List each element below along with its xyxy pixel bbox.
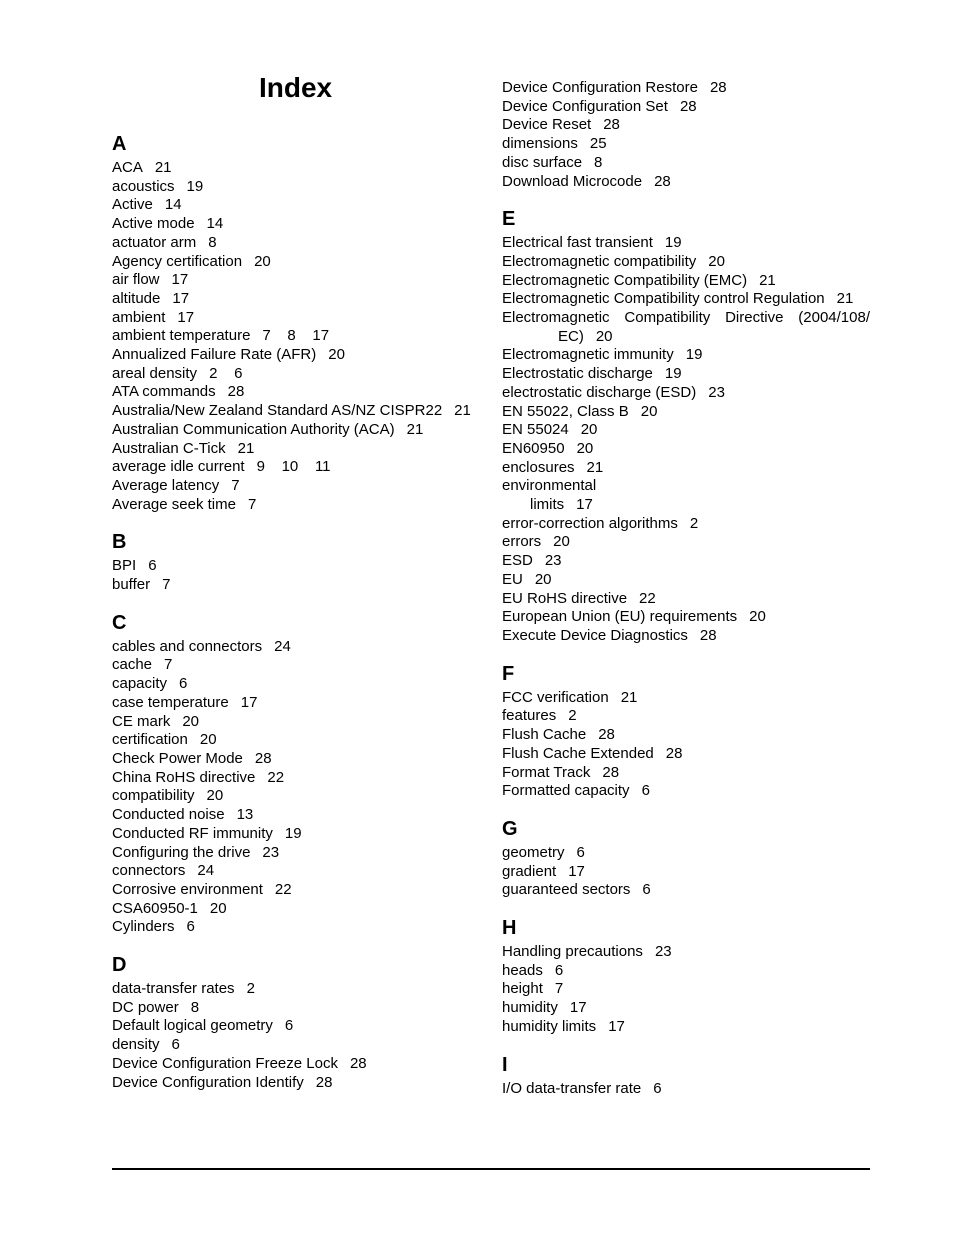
index-entry-list [502,844,882,900]
index-page-numbers: 7 8 17 [262,327,330,345]
index-entry [502,173,882,192]
index-page-numbers: 17 [172,289,190,307]
index-entry [502,1018,882,1037]
index-term: Handling precautions [502,943,643,961]
index-page-numbers: 19 [664,365,682,383]
index-page-numbers: 6 [576,843,585,861]
index-term: FCC verification [502,688,609,706]
index-entry [112,731,492,750]
index-term: ESD [502,552,533,570]
index-page-numbers: 21 [759,271,776,289]
index-entry [502,135,882,154]
index-entry [112,1055,492,1074]
index-entry-list [112,557,492,594]
index-entry [112,862,492,881]
index-term: electrostatic discharge (ESD) [502,383,697,401]
index-term: gradient [502,862,557,880]
index-section-g [502,815,882,900]
index-term: Cylinders [112,918,175,936]
index-page-numbers: 22 [267,768,285,786]
index-entry-list [502,1080,882,1099]
index-term: actuator arm [112,233,197,251]
index-page-numbers: 14 [206,215,224,233]
index-entry [502,608,882,627]
index-term: Device Reset [502,116,592,134]
index-term: acoustics [112,177,175,195]
index-term: average idle current [112,458,245,476]
index-page-numbers: 24 [274,637,291,655]
index-page-numbers: 20 [595,327,613,345]
index-section-d [112,951,492,1092]
index-entry-list [112,980,492,1092]
index-term: density [112,1036,160,1054]
index-entry [502,116,882,135]
index-term: EU [502,570,523,588]
index-entry [502,459,882,478]
index-term: Flush Cache [502,726,587,744]
index-page-numbers: 25 [589,135,607,153]
index-section-a [112,130,492,514]
index-term: enclosures [502,458,575,476]
index-entry [112,421,492,440]
index-entry [112,309,492,328]
index-page-numbers: 19 [664,234,682,252]
index-page-numbers: 22 [639,589,656,607]
index-term: areal density [112,364,198,382]
index-term: I/O data-transfer rate [502,1079,642,1097]
index-page-numbers: 6 [642,881,651,899]
index-term: Annualized Failure Rate (AFR) [112,346,317,364]
index-entry [112,576,492,595]
index-section-b [112,528,492,594]
index-term: BPI [112,557,137,575]
index-page-numbers: 7 [162,576,171,594]
index-page-numbers: 20 [749,608,766,626]
index-page-numbers: 21 [237,439,255,457]
index-term: features [502,707,557,725]
index-page-numbers: 17 [569,999,587,1017]
index-entry [502,627,882,646]
section-letter-heading: F [502,662,515,685]
index-section-h [502,914,882,1037]
index-term: Formatted capacity [502,782,630,800]
index-column-right [502,79,882,1112]
index-entry [112,557,492,576]
index-term: Device Configuration Identify [112,1073,304,1091]
index-term: Device Configuration Set [502,97,668,115]
index-page-numbers: 24 [197,862,215,880]
index-section-i [502,1051,882,1099]
index-term: Electromagnetic Compatibility (EMC) [502,271,748,289]
index-page-numbers: 28 [598,726,615,744]
index-page-numbers: 28 [654,172,671,190]
index-page-numbers: 28 [349,1054,367,1072]
index-page-numbers: 28 [315,1073,333,1091]
index-term: humidity [502,999,558,1017]
index-term: heads [502,961,543,979]
index-entry [502,515,882,534]
index-page-numbers: 9 10 11 [256,458,331,476]
index-entry [112,253,492,272]
index-page-numbers: 28 [699,626,717,644]
index-page-numbers: 17 [608,1017,625,1035]
index-term: Format Track [502,763,591,781]
index-page-numbers: 19 [685,346,703,364]
index-entry [112,440,492,459]
index-entry [502,79,882,98]
index-entry [502,689,882,708]
index-term: Active mode [112,215,195,233]
index-page-numbers: 28 [679,97,697,115]
index-page-numbers: 14 [164,196,182,214]
index-page-numbers: 23 [708,383,725,401]
index-entry [502,154,882,173]
index-page-numbers: 17 [171,271,189,289]
index-entry [502,782,882,801]
index-entry [502,477,882,496]
index-page-numbers: 7 [247,495,257,513]
index-page-numbers: 6 [554,961,564,979]
index-section-f [502,660,882,801]
index-entry [112,458,492,477]
footer-divider [112,1168,870,1170]
index-entry [112,825,492,844]
index-entry [502,999,882,1018]
index-term: Conducted noise [112,806,225,824]
index-entry [112,918,492,937]
index-entry [502,844,882,863]
section-letter-heading: E [502,208,516,231]
section-letter-heading: G [502,817,518,840]
index-entry [112,1074,492,1093]
index-term: case temperature [112,693,229,711]
index-term: Check Power Mode [112,749,243,767]
index-entry [112,844,492,863]
index-entry-list [502,689,882,801]
index-page-numbers: 28 [227,383,245,401]
index-entry [502,496,882,515]
index-term: Device Configuration Freeze Lock [112,1054,338,1072]
page-title: Index [259,72,333,103]
index-term: Execute Device Diagnostics [502,626,688,644]
index-entry [112,477,492,496]
index-entry [502,403,882,422]
index-term: humidity limits [502,1017,597,1035]
index-entry [502,98,882,117]
index-page-numbers: 6 [653,1079,662,1097]
index-entry-list [112,638,492,937]
index-term: Agency certification [112,252,243,270]
index-page-numbers: 7 [231,476,240,494]
index-page-numbers: 8 [594,153,603,171]
index-entry [502,421,882,440]
section-letter-heading: I [502,1053,508,1076]
index-entry [112,638,492,657]
section-letter-heading: D [112,954,127,977]
index-entry [112,178,492,197]
index-page-numbers: 21 [836,290,854,308]
index-term: ATA commands [112,383,216,401]
index-term: Device Configuration Restore [502,79,698,96]
index-entry [502,253,882,272]
index-page-numbers: 23 [262,843,280,861]
index-page-numbers: 20 [254,252,271,270]
index-page-numbers: 22 [274,880,292,898]
index-entry [502,1080,882,1099]
index-entry [112,196,492,215]
index-term: Electrostatic discharge [502,365,653,383]
index-page-numbers: 6 [179,675,188,693]
index-page-numbers: 20 [328,346,345,364]
index-page-numbers: 2 [246,980,255,998]
index-page-numbers: 19 [186,177,204,195]
index-term: height [502,980,543,998]
index-term: limits [530,496,565,514]
index-page-numbers: 2 [689,514,699,532]
index-term: Electrical fast transient [502,234,653,252]
index-section-d-continued [502,79,882,191]
index-term: Average seek time [112,495,236,513]
index-term: EN60950 [502,439,565,457]
index-entry [502,943,882,962]
index-term: Corrosive environment [112,880,263,898]
index-entry [502,726,882,745]
index-entry [502,234,882,253]
index-term: Download Microcode [502,172,643,190]
index-term: certification [112,731,188,749]
index-term: dimensions [502,135,578,153]
index-page-numbers: 20 [576,439,594,457]
index-entry-list [502,79,882,191]
index-entry [112,713,492,732]
index-entry [112,1017,492,1036]
index-entry [112,999,492,1018]
index-term: disc surface [502,153,583,171]
index-entry [502,590,882,609]
index-term: ambient [112,308,166,326]
index-section-c [112,609,492,937]
index-entry [502,346,882,365]
index-term: EN 55022, Class B [502,402,629,420]
index-entry [502,980,882,999]
section-letter-heading: H [502,917,517,940]
index-entry [502,365,882,384]
index-page-numbers: 17 [240,693,258,711]
index-entry [112,656,492,675]
index-term: errors [502,533,542,551]
index-entry [112,496,492,515]
index-term: DC power [112,998,179,1016]
index-entry [112,383,492,402]
index-entry [502,745,882,764]
index-term: geometry [502,843,565,861]
index-term: Australian C-Tick [112,439,226,457]
index-page-numbers: 17 [576,496,593,514]
index-entry [502,272,882,291]
index-term: CE mark [112,712,171,730]
index-entry [502,328,882,347]
index-term: data-transfer rates [112,980,235,998]
index-entry [502,290,882,309]
index-entry [112,675,492,694]
index-page-numbers: 17 [177,308,195,326]
index-term: guaranteed sectors [502,881,631,899]
index-page-numbers: 20 [580,421,598,439]
index-term: China RoHS directive [112,768,256,786]
index-page-numbers: 7 [164,656,173,674]
index-term: Australian Communication Authority (ACA) [112,420,395,438]
index-term: air flow [112,271,160,289]
index-entry [502,962,882,981]
index-entry-list [112,159,492,514]
index-page-numbers: 20 [553,533,570,551]
section-letter-heading: C [112,611,127,634]
index-term: ambient temperature [112,327,251,345]
index-term: buffer [112,576,151,594]
index-entry [502,571,882,590]
index-section-e [502,205,882,645]
index-page-numbers: 21 [406,420,424,438]
index-term: Active [112,196,153,214]
index-term: European Union (EU) requirements [502,608,738,626]
index-entry [112,271,492,290]
index-term: EC) [558,327,584,345]
index-term: EU RoHS directive [502,589,628,607]
index-page-numbers: 8 [208,233,217,251]
index-entry [112,1036,492,1055]
index-entry [112,787,492,806]
index-page-numbers: 21 [454,402,471,420]
index-page-numbers: 28 [709,79,727,96]
index-term: EN 55024 [502,421,569,439]
index-term: Configuring the drive [112,843,251,861]
index-term: Flush Cache Extended [502,744,654,762]
index-page-numbers: 23 [544,552,562,570]
index-term: Conducted RF immunity [112,824,273,842]
index-page-numbers: 6 [186,918,195,936]
index-page-numbers: 28 [602,763,620,781]
index-page-numbers: 6 [284,1017,294,1035]
index-term: Australia/New Zealand Standard AS/NZ CISPR22 [112,402,443,420]
index-entry [112,900,492,919]
index-entry [502,533,882,552]
index-entry [502,309,870,328]
index-page-numbers: 21 [154,159,172,176]
index-entry [112,750,492,769]
index-entry [502,552,882,571]
index-entry-list [502,943,882,1037]
index-term: Electromagnetic immunity [502,346,674,364]
index-entry [112,159,492,178]
index-term: capacity [112,675,168,693]
index-entry [502,707,882,726]
index-page-numbers: 20 [182,712,200,730]
index-term: ACA [112,159,143,176]
index-column-left [112,130,492,1106]
index-entry [112,327,492,346]
index-entry [112,365,492,384]
index-page-numbers: 21 [620,688,638,706]
index-entry [112,980,492,999]
index-entry [112,402,492,421]
index-page-numbers: 17 [568,862,585,880]
index-page-numbers: 6 [148,557,157,575]
index-entry [502,440,882,459]
index-term: error-correction algorithms [502,514,678,532]
index-term: connectors [112,862,186,880]
index-entry [112,881,492,900]
index-entry [112,694,492,713]
index-page-numbers: 2 6 [209,364,243,382]
index-page-numbers: 6 [171,1036,180,1054]
section-letter-heading: B [112,531,127,554]
index-term: altitude [112,289,161,307]
index-entry [502,764,882,783]
index-entry [112,806,492,825]
index-page-numbers: 20 [640,402,658,420]
index-entry [112,234,492,253]
index-entry [112,290,492,309]
index-page-numbers: 23 [654,943,672,961]
index-term: cache [112,656,153,674]
index-page-numbers: 20 [209,899,227,917]
index-term: cables and connectors [112,637,263,655]
section-letter-heading: A [112,133,127,155]
index-entry [112,769,492,788]
index-entry [502,881,882,900]
index-page-numbers: 28 [603,116,620,134]
index-page-numbers: 28 [254,749,272,767]
index-term: environmental [502,477,597,495]
index-entry [502,384,882,403]
index-page-numbers: 6 [641,782,650,800]
index-page-numbers: 20 [199,731,217,749]
index-page-numbers: 20 [708,252,725,270]
index-page-numbers: 20 [534,570,552,588]
index-term: Average latency [112,476,220,494]
index-page-numbers: 13 [236,806,254,824]
index-page-numbers: 19 [284,824,302,842]
index-entry-list [502,234,882,645]
index-term: compatibility [112,787,195,805]
index-entry [112,346,492,365]
index-term: CSA60950-1 [112,899,198,917]
index-entry [502,863,882,882]
index-entry [112,215,492,234]
index-term: Electromagnetic Compatibility Directive (2004/108/ [502,309,870,327]
index-term: Default logical geometry [112,1017,273,1035]
index-term: Electromagnetic Compatibility control Regulation [502,290,825,308]
index-page-numbers: 28 [665,744,683,762]
index-page-numbers: 2 [568,707,577,725]
index-page-numbers: 7 [554,980,564,998]
index-term: Electromagnetic compatibility [502,252,697,270]
index-page-numbers: 21 [586,458,604,476]
index-page-numbers: 8 [190,998,200,1016]
index-page-numbers: 20 [206,787,224,805]
